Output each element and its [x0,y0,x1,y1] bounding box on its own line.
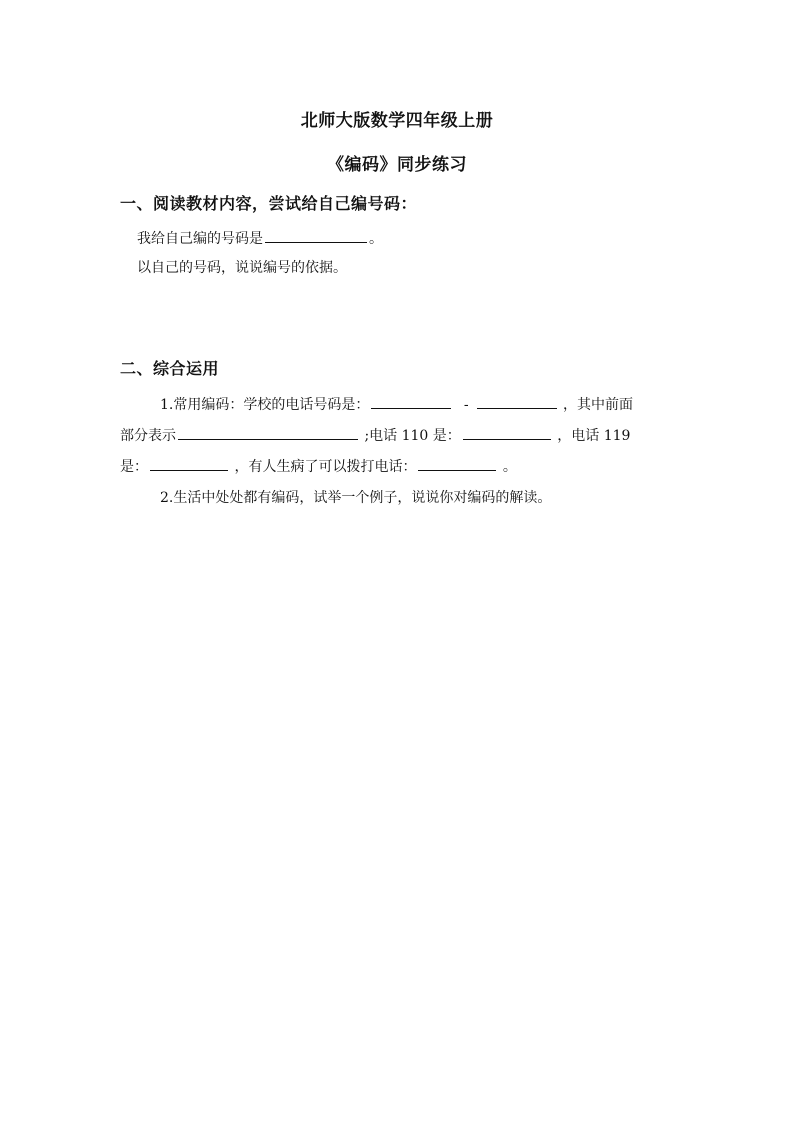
q1-part-a-dash: - [463,397,469,413]
answer-blank-119[interactable] [150,456,228,471]
answer-blank-110[interactable] [463,425,551,440]
q1-part-b-prefix: 部分表示 [120,428,176,444]
section-2-heading: 二、综合运用 [120,359,220,378]
section-1-heading: 一、阅读教材内容，尝试给自己编号码： [120,194,418,213]
q1-part-c-end: 。 [502,459,517,475]
q1-part-b-suffix: ，电话 119 [557,428,631,444]
section-1-line-2: 以自己的号码，说说编号的依据。 [137,260,347,276]
section-1-line-1-end: 。 [369,231,383,247]
answer-blank-ambulance[interactable] [418,456,496,471]
q1-part-b-mid: ;电话 110 是： [364,428,461,444]
page-title: 北师大版数学四年级上册 [300,111,494,131]
q1-part-c-prefix: 是： [120,459,148,475]
question-1-line-b [120,425,630,446]
answer-blank-school-phone-2[interactable] [477,394,557,409]
q1-part-a-prefix: 1.常用编码：学校的电话号码是： [160,397,370,413]
q1-part-a-suffix: ，其中前面 [563,397,633,413]
answer-blank-school-phone-1[interactable] [371,394,451,409]
section-1-line-1-text: 我给自己编的号码是 [137,231,263,247]
answer-blank-prefix-meaning[interactable] [178,425,358,440]
question-2: 2.生活中处处都有编码，试举一个例子，说说你对编码的解读。 [160,490,552,506]
page-subtitle: 《编码》同步练习 [327,155,467,175]
answer-blank-my-number[interactable] [265,228,367,243]
question-1-line-a [160,394,633,415]
question-1-line-c [120,456,517,477]
section-1-line-1 [137,228,383,249]
q1-part-c-mid: ，有人生病了可以拨打电话： [234,459,417,475]
